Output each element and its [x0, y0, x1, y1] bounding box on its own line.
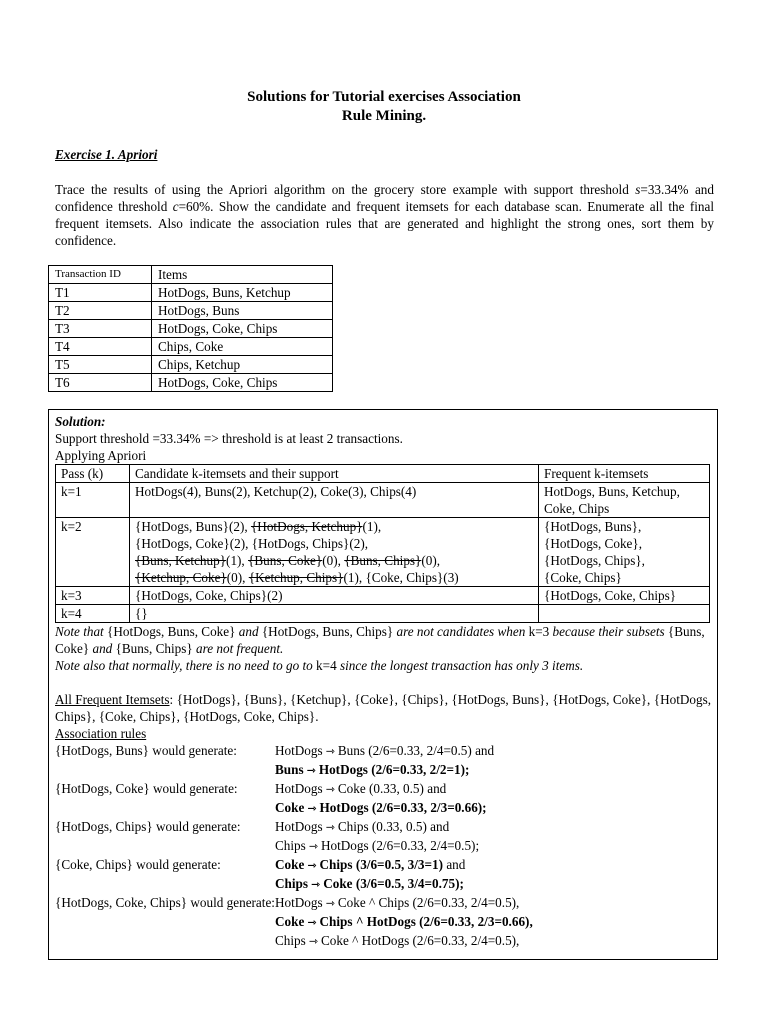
rule-rhs: Chips (3/6=0.5, 3/3=1) [319, 857, 444, 872]
exercise-intro [55, 181, 714, 249]
note-text: because their subsets [549, 624, 668, 639]
rule-row [55, 837, 711, 856]
frequent-itemset: {HotDogs, Coke}, [544, 536, 643, 551]
note-text: Note that [55, 624, 108, 639]
rule-lhs: HotDogs [275, 819, 323, 834]
table-row [56, 483, 710, 518]
note-text: and [235, 624, 262, 639]
transaction-items: Chips, Ketchup [152, 356, 333, 374]
note-candidates [55, 623, 711, 657]
rule-tail: and [443, 857, 466, 872]
frequent-itemset: {Coke, Chips} [544, 570, 622, 585]
candidate-text: (0), [322, 553, 345, 568]
rule-text [275, 932, 711, 951]
table-row [49, 374, 333, 392]
association-rules-list [55, 742, 711, 951]
intro-text-3: =60%. Show the candidate and frequent itemsets for each database scan. Enumerate all the final frequent itemsets. Also indicate the association rules that are generated and highlight the strong ones, sort them by confidence. [55, 199, 714, 248]
note-k4 [55, 657, 711, 674]
support-threshold-line: Support threshold =33.34% => threshold is at least 2 transactions. [55, 431, 403, 446]
intro-s-var: s [635, 182, 641, 197]
header-items: Items [152, 266, 333, 284]
frequent-cell [539, 518, 710, 587]
implies-arrow-icon: ⇾ [308, 936, 318, 948]
intro-c-var: c [172, 199, 179, 214]
solution-heading: Solution: [55, 414, 106, 429]
all-frequent-text: : {HotDogs}, {Buns}, {Ketchup}, {Coke}, {Chips}, {HotDogs, Buns}, {HotDogs, Coke}, {HotDogs, Chips}, {Coke, Chips}, {HotDogs, Coke, Chips}. [55, 692, 711, 724]
rule-row [55, 856, 711, 875]
rule-text [275, 780, 711, 799]
note-itemset: {HotDogs, Buns, Chips} [261, 624, 394, 639]
rule-lhs: Chips [275, 933, 306, 948]
table-row [56, 518, 710, 587]
note-text: Note also that normally, there is no need to go to [55, 658, 317, 673]
rule-lhs: HotDogs [275, 895, 323, 910]
rule-rhs: Chips (0.33, 0.5) and [337, 819, 450, 834]
note-k: k=4 [316, 658, 337, 673]
rule-lhs: Coke [275, 857, 305, 872]
rule-lhs: Chips [275, 876, 308, 891]
rule-lhs: Coke [275, 800, 305, 815]
rule-row [55, 875, 711, 894]
pruned-candidate: {Buns, Coke} [248, 553, 323, 568]
note-itemset: {Buns, Chips} [115, 641, 193, 656]
implies-arrow-icon: ⇾ [308, 841, 318, 853]
note-text: are not frequent. [192, 641, 284, 656]
table-row [56, 605, 710, 623]
pruned-candidate: {Buns, Chips} [344, 553, 422, 568]
candidates-cell: {} [130, 605, 539, 623]
table-row [56, 587, 710, 605]
rule-source-itemset: {HotDogs, Chips} would generate: [55, 819, 241, 834]
note-text: and [89, 641, 116, 656]
rule-rhs: HotDogs (2/6=0.33, 2/2=1); [318, 762, 470, 777]
pruned-candidate: {Ketchup, Coke} [135, 570, 227, 585]
rule-tail: , [529, 914, 533, 929]
implies-arrow-icon: ⇾ [307, 860, 317, 872]
transaction-id: T6 [49, 374, 152, 392]
rule-row [55, 932, 711, 951]
rule-source-itemset [55, 799, 275, 818]
pruned-candidate: {HotDogs, Ketchup} [250, 519, 363, 534]
transaction-items: Chips, Coke [152, 338, 333, 356]
frequent-cell: HotDogs, Buns, Ketchup, Coke, Chips [539, 483, 710, 518]
rule-text [275, 799, 711, 818]
applying-apriori-line: Applying Apriori [55, 448, 147, 463]
table-row [49, 338, 333, 356]
implies-arrow-icon: ⇾ [307, 917, 317, 929]
rule-lhs: HotDogs [275, 743, 323, 758]
table-row [49, 356, 333, 374]
note-k: k=3 [528, 624, 550, 639]
solution-box [48, 409, 718, 960]
rule-text [275, 837, 711, 856]
table-row [49, 320, 333, 338]
header-pass: Pass (k) [56, 465, 130, 483]
candidates-cell: {HotDogs, Coke, Chips}(2) [130, 587, 539, 605]
apriori-table [55, 464, 710, 623]
rule-rhs: Coke ^ HotDogs (2/6=0.33, 2/4=0.5), [321, 933, 520, 948]
frequent-itemset: {HotDogs, Buns}, [544, 519, 642, 534]
transaction-id: T1 [49, 284, 152, 302]
note-itemset: {Buns, Coke} [55, 624, 705, 656]
rule-row [55, 818, 711, 837]
implies-arrow-icon: ⇾ [306, 765, 316, 777]
transaction-id: T5 [49, 356, 152, 374]
candidate-text: (1), {Coke, Chips}(3) [343, 570, 459, 585]
candidates-cell [130, 518, 539, 587]
rule-row [55, 894, 711, 913]
rule-source-itemset [55, 837, 275, 856]
rule-rhs: Chips ^ HotDogs (2/6=0.33, 2/3=0.66) [319, 914, 530, 929]
transaction-id: T2 [49, 302, 152, 320]
pruned-candidate: {Ketchup, Chips} [248, 570, 344, 585]
transaction-items: HotDogs, Coke, Chips [152, 320, 333, 338]
rule-text [275, 856, 711, 875]
rule-source-itemset: {Coke, Chips} would generate: [55, 857, 221, 872]
rule-lhs: Buns [275, 762, 304, 777]
intro-text-1: Trace the results of using the Apriori algorithm on the grocery store example with support threshold [55, 182, 636, 197]
implies-arrow-icon: ⇾ [325, 746, 335, 758]
rule-source-itemset: {HotDogs, Coke, Chips} would generate: [55, 895, 275, 910]
intro-text-2: =33.34% and confidence threshold [55, 182, 714, 214]
candidate-text: (0), [421, 553, 441, 568]
transaction-items: HotDogs, Coke, Chips [152, 374, 333, 392]
rule-lhs: Coke [275, 914, 305, 929]
document-title [0, 88, 768, 126]
association-rules-label: Association rules [55, 726, 147, 741]
rule-rhs: HotDogs (2/6=0.33, 2/3=0.66); [319, 800, 487, 815]
candidate-text: {HotDogs, Coke}(2), {HotDogs, Chips}(2), [135, 536, 369, 551]
all-frequent-itemsets [55, 691, 711, 725]
implies-arrow-icon: ⇾ [325, 822, 335, 834]
exercise-heading: Exercise 1. Apriori [55, 147, 158, 162]
rule-rhs: Coke (3/6=0.5, 3/4=0.75); [323, 876, 464, 891]
apriori-header-row [56, 465, 710, 483]
rule-source-itemset [55, 932, 275, 951]
note-text: are not candidates when [393, 624, 529, 639]
transaction-id: T4 [49, 338, 152, 356]
candidate-text: {HotDogs, Buns}(2), [135, 519, 251, 534]
frequent-cell [539, 605, 710, 623]
implies-arrow-icon: ⇾ [311, 879, 321, 891]
candidate-text: (0), [226, 570, 249, 585]
rule-rhs: HotDogs (2/6=0.33, 2/4=0.5); [321, 838, 480, 853]
table-row [49, 302, 333, 320]
header-candidates: Candidate k-itemsets and their support [130, 465, 539, 483]
rule-row [55, 761, 711, 780]
frequent-itemset: {HotDogs, Chips}, [544, 553, 645, 568]
rule-row [55, 799, 711, 818]
table-row [49, 284, 333, 302]
pass-cell: k=1 [56, 483, 130, 518]
rule-lhs: Chips [275, 838, 306, 853]
header-transaction-id: Transaction ID [49, 266, 152, 284]
transactions-header-row [49, 266, 333, 284]
pass-cell: k=3 [56, 587, 130, 605]
candidate-text: (1), [362, 519, 382, 534]
transactions-table [48, 265, 333, 392]
candidate-text: (1), [226, 553, 249, 568]
rule-source-itemset [55, 875, 275, 894]
rule-row [55, 780, 711, 799]
rule-rhs: Buns (2/6=0.33, 2/4=0.5) and [337, 743, 495, 758]
pass-cell: k=4 [56, 605, 130, 623]
rule-lhs: HotDogs [275, 781, 323, 796]
title-line-2: Rule Mining. [341, 108, 427, 124]
implies-arrow-icon: ⇾ [325, 784, 335, 796]
header-frequent: Frequent k-itemsets [539, 465, 710, 483]
rule-rhs: Coke (0.33, 0.5) and [337, 781, 447, 796]
rule-rhs: Coke ^ Chips (2/6=0.33, 2/4=0.5), [337, 895, 520, 910]
rule-text [275, 875, 711, 894]
rule-text [275, 894, 711, 913]
note-itemset: {HotDogs, Buns, Coke} [107, 624, 236, 639]
transaction-id: T3 [49, 320, 152, 338]
pass-cell: k=2 [56, 518, 130, 587]
rule-row [55, 742, 711, 761]
implies-arrow-icon: ⇾ [325, 898, 335, 910]
transaction-items: HotDogs, Buns, Ketchup [152, 284, 333, 302]
pruned-candidate: {Buns, Ketchup} [135, 553, 227, 568]
candidates-cell: HotDogs(4), Buns(2), Ketchup(2), Coke(3), Chips(4) [130, 483, 539, 518]
rule-row [55, 913, 711, 932]
transaction-items: HotDogs, Buns [152, 302, 333, 320]
implies-arrow-icon: ⇾ [307, 803, 317, 815]
title-line-1: Solutions for Tutorial exercises Association [247, 89, 521, 105]
rule-text [275, 761, 711, 780]
rule-source-itemset: {HotDogs, Buns} would generate: [55, 743, 237, 758]
rule-text [275, 818, 711, 837]
all-frequent-label: All Frequent Itemsets [55, 692, 170, 707]
rule-text [275, 742, 711, 761]
frequent-cell: {HotDogs, Coke, Chips} [539, 587, 710, 605]
rule-source-itemset: {HotDogs, Coke} would generate: [55, 781, 238, 796]
note-text: since the longest transaction has only 3 items. [336, 658, 584, 673]
rule-text [275, 913, 711, 932]
rule-source-itemset [55, 913, 275, 932]
rule-source-itemset [55, 761, 275, 780]
